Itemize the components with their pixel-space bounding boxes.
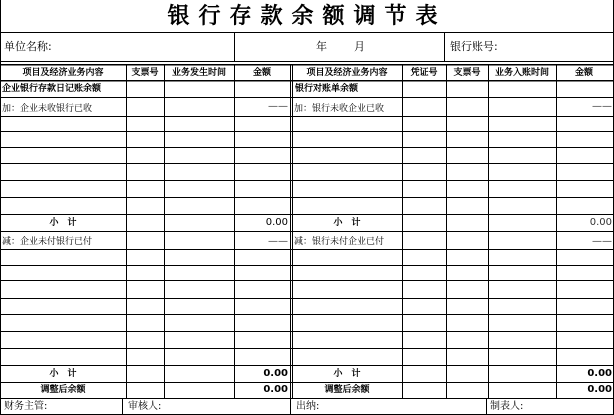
left-subtotal-value: 0.00: [265, 217, 288, 228]
unit-name-label: 单位名称:: [4, 40, 52, 53]
left-subtract-value: ——: [268, 236, 288, 247]
right-header-amount: 金额: [574, 68, 593, 78]
right-adjusted-label: 调整后余额: [324, 385, 370, 395]
left-subtotal-label: 小 计: [49, 218, 77, 228]
finance-supervisor-label: 财务主管:: [4, 401, 48, 412]
cashier-label: 出纳:: [296, 401, 320, 412]
month-label: 月: [354, 40, 365, 53]
left-adjusted-label: 调整后余额: [40, 385, 86, 395]
page-title: 银行存款余额调节表: [167, 3, 447, 29]
left-header-date: 业务发生时间: [171, 68, 226, 78]
preparer-label: 制表人:: [490, 401, 524, 412]
right-subtotal-label: 小 计: [333, 218, 361, 228]
left-header-check-no: 支票号: [131, 68, 159, 78]
right-adjusted-value: 0.00: [587, 384, 612, 395]
left-add-value: ——: [268, 101, 288, 112]
right-subtotal2-label: 小 计: [333, 369, 361, 379]
right-header-item: 项目及经济业务内容: [306, 68, 388, 78]
left-balance-label: 企业银行存款日记账余额: [2, 84, 102, 94]
left-header-item: 项目及经济业务内容: [22, 68, 104, 78]
right-header-voucher-no: 凭证号: [410, 68, 438, 78]
right-subtract-label: 减：银行未付企业已付: [294, 237, 385, 247]
bank-account-label: 银行账号:: [450, 40, 498, 53]
right-subtotal-value: 0.00: [589, 217, 612, 228]
left-subtotal2-value: 0.00: [263, 368, 288, 379]
left-adjusted-value: 0.00: [263, 384, 288, 395]
reviewer-label: 审核人:: [128, 401, 162, 412]
left-subtract-label: 减：企业未付银行已付: [2, 237, 93, 247]
right-subtract-value: ——: [592, 236, 612, 247]
right-header-check-no: 支票号: [453, 68, 481, 78]
right-add-label: 加：银行未收企业已收: [294, 104, 385, 114]
right-add-value: ——: [592, 101, 612, 112]
year-label: 年: [316, 40, 327, 53]
left-header-amount: 金额: [252, 68, 271, 78]
right-subtotal2-value: 0.00: [587, 368, 612, 379]
right-header-date: 业务入账时间: [494, 68, 549, 78]
right-balance-label: 银行对账单余额: [295, 84, 359, 94]
left-add-label: 加：企业未收银行已收: [2, 104, 93, 114]
left-subtotal2-label: 小 计: [49, 369, 77, 379]
